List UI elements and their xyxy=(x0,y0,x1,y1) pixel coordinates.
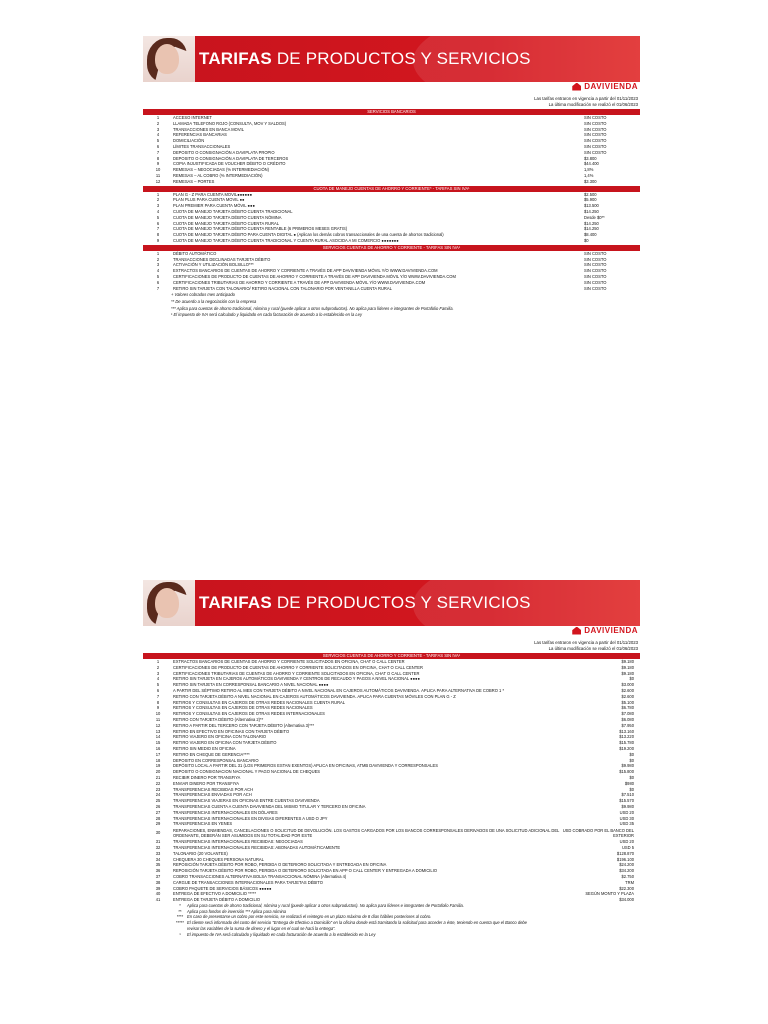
row-value: $0 xyxy=(629,751,634,757)
house-icon xyxy=(572,627,581,635)
row-number: 20 xyxy=(155,769,161,775)
row-value: TRM xyxy=(625,879,634,885)
row-description: REPARACIONES, ENMIENDAS, CANCELACIONES O SOLICITUD DE DEVOLUCIÓN. LOS GASTOS CARGADOS POR LOS BANCOS CORRESPONSALES DERIVADOS DE UNA SOLICITUD ADICIONAL DEL ORDENANTE, DEBERÁN SER ASUMIDOS EN SU TOTALIDAD POR ESTE xyxy=(173,828,560,839)
row-number: 28 xyxy=(155,815,161,821)
footnote-text: El cliente será informado del costo del servicio "Entrega de Efectivo a Domicilio" en la oficina donde está tramitando la solicitud para acceder a éste, teniendo en cuenta que el Banco debe xyxy=(187,920,527,926)
row-description: A PARTIR DEL SÉPTIMO RETIRO AL MES CON TARJETA DÉBITO A NIVEL NACIONAL EN CAJEROS AUTOMÁTICOS DAVIVIENDA. APLICA PARA ALTERNATIVA DE COBRO 1 * xyxy=(173,688,505,694)
davivienda-logo: DAVIVIENDA xyxy=(572,626,638,635)
row-description: TRANSACCIONES EN BANCA MOVIL xyxy=(173,126,244,132)
row-value: SIN COSTO xyxy=(584,279,607,285)
footnote-mark: ¹ xyxy=(179,931,181,937)
row-number: 4 xyxy=(156,676,160,682)
row-number: 9 xyxy=(156,705,160,711)
row-value: $9.980 xyxy=(621,763,634,769)
row-number: 9 xyxy=(156,161,160,167)
row-number: 14 xyxy=(155,734,161,740)
row-value: $9.980 xyxy=(621,803,634,809)
row-number: 30 xyxy=(155,830,161,836)
row-value: $3.800 xyxy=(584,155,597,161)
row-value: USD 20 xyxy=(619,809,634,815)
footnote: ¹ El impuesto de IVA será calculado y liquidado en cada facturación de acuerdo a lo establecido en la Ley xyxy=(171,312,363,318)
row-description: PLAN PREMIER PARA CUENTA MÓVIL ●●● xyxy=(173,203,255,209)
row-value: $2.600 xyxy=(621,693,634,699)
row-description: CERTIFICACIONES DE PRODUCTO DE CUENTAS DE AHORRO Y CORRIENTE A TRAVÉS DE APP DAVIVIENDA MÓVIL Y/O WWW.DAVIVIENDA.COM xyxy=(173,273,456,279)
row-description: RETIRO EN CHEQUE DE GERENCIA**** xyxy=(173,751,250,757)
row-number: 7 xyxy=(156,149,160,155)
row-description: CUOTA DE MANEJO TARJETA DÉBITO CUENTA NÓMINA xyxy=(173,214,282,220)
row-number: 10 xyxy=(155,167,161,173)
row-description: ACCESO INTERNET xyxy=(173,115,212,121)
row-description: TRANSFERENCIAS ENVIADAS POR ACH xyxy=(173,792,252,798)
row-number: 21 xyxy=(155,774,161,780)
row-description: ENTREGA DE TARJETA DÉBITO A DOMICILIO xyxy=(173,897,261,903)
row-number: 5 xyxy=(156,273,160,279)
footnote-text: revisar las variables de la suma de dinero y el lugar en el cual se hará la entrega". xyxy=(187,926,336,932)
row-value: $6.780 xyxy=(621,705,634,711)
row-description: LÍMITES TRANSACCIONALES xyxy=(173,144,231,150)
row-value: SIN COSTO xyxy=(584,268,607,274)
row-description: RETIROS Y CONSULTAS EN CAJEROS DE OTRAS REDES NACIONALES CUENTA RURAL xyxy=(173,699,346,705)
page-title: TARIFAS DE PRODUCTOS Y SERVICIOS xyxy=(199,49,531,68)
row-value: $24.200 xyxy=(619,862,634,868)
row-number: 2 xyxy=(156,120,160,126)
row-number: 31 xyxy=(155,839,161,845)
row-number: 2 xyxy=(156,664,160,670)
row-number: 8 xyxy=(156,232,160,238)
row-value: $0 xyxy=(584,237,589,243)
row-value: $6.080 xyxy=(621,717,634,723)
row-description: CERTIFICACIONES TRIBUTARIAS DE AHORRO Y CORRIENTE A TRAVÉS DE APP DAVIVIENDA MÓVIL Y/O WWW.DAVIVIENDA.COM xyxy=(173,279,426,285)
row-value: $980 xyxy=(624,780,634,786)
row-number: 37 xyxy=(155,873,161,879)
row-number: 4 xyxy=(156,268,160,274)
row-value: $8.400 xyxy=(584,232,597,238)
footnotes xyxy=(143,292,640,318)
row-value: 1,8% xyxy=(584,167,594,173)
row-description: ENVIAR DINERO POR TRANSFIYA xyxy=(173,780,240,786)
fee-sheet-1 xyxy=(143,36,640,319)
row-description: DÉBITO AUTOMÁTICO xyxy=(173,250,217,256)
row-description: CUOTA DE MANEJO TARJETA DÉBITO CUENTA TRADICIONAL Y CUENTA RURAL ASOCIDA A MI COMERCIO ●●●●●●● xyxy=(173,237,399,243)
row-value: $196.100 xyxy=(616,856,634,862)
row-number: 11 xyxy=(155,173,161,179)
row-description: TRANSFERENCIAS CUENTA A CUENTA DAVIVIENDA DEL MISMO TITULAR Y TERCERO EN OFICINA xyxy=(173,803,366,809)
row-number: 5 xyxy=(156,214,160,220)
row-value: $128.870 xyxy=(616,850,634,856)
fee-table xyxy=(143,251,640,292)
row-number: 17 xyxy=(155,751,161,757)
row-description: DEPOSITO O CONSIGNACIÓN A DAVIPLATA DE TERCEROS xyxy=(173,155,289,161)
table-row xyxy=(143,179,640,185)
row-description: CHEQUERA 30 CHEQUES PERSONA NATURAL xyxy=(173,856,264,862)
footnote-mark: ** xyxy=(178,908,182,914)
row-value: $44.400 xyxy=(584,161,599,167)
row-number: 6 xyxy=(156,688,160,694)
row-value: USD 20 xyxy=(619,839,634,845)
row-value: $3.000 xyxy=(621,682,634,688)
row-description: REFERENCIAS BANCARIAS xyxy=(173,132,227,138)
row-value: $19.200 xyxy=(619,746,634,751)
row-value: $7.950 xyxy=(621,722,634,728)
row-description: CUOTA DE MANEJO TARJETA DÉBITO PARA CUENTA DIGITAL ● (Aplican los demás cobros transaccionales de una cuenta de ahorros tradicional) xyxy=(173,232,444,238)
validity-notes: Las tarifas entraron en vigencia a partir del 01/11/2023 La última modificación se realizó el 01/06/2023 xyxy=(534,96,638,107)
row-value: 1,4% xyxy=(584,173,594,179)
section-header: CUOTA DE MANEJO CUENTAS DE AHORRO Y CORRIENTE* - TARIFAS SIN IVA¹ xyxy=(143,186,640,192)
row-description: TRANSFERENCIAS VIAJERAS EN OFICINAS ENTRE CUENTAS DAVIVIENDA xyxy=(173,798,320,804)
row-description: DOMICILIACIÓN xyxy=(173,138,205,144)
section-header: SERVICIOS BANCARIOS xyxy=(143,109,640,115)
row-number: 5 xyxy=(156,682,160,688)
banner-photo xyxy=(143,580,195,626)
row-number: 8 xyxy=(156,699,160,705)
row-value: SIN COSTO xyxy=(584,262,607,268)
row-number: 6 xyxy=(156,279,160,285)
row-value: SIN COSTO xyxy=(584,138,607,144)
row-description: TRANSFERENCIAS INTERNACIONALES RECIBIDAS: ABONADAS AUTOMÁTICAMENTE xyxy=(173,844,341,850)
row-description: CUOTA DE MANEJO TARJETA DÉBITO CUENTA TRADICIONAL xyxy=(173,209,293,214)
row-value: $0 xyxy=(629,676,634,682)
section-header: SERVICIOS CUENTAS DE AHORRO Y CORRIENTE - TARIFAS SIN IVA¹ xyxy=(143,245,640,251)
row-value: $14.250 xyxy=(584,209,599,214)
row-description: RETIRO SIN MEDIO EN OFICINA xyxy=(173,746,236,751)
row-description: PLAN PLUS PARA CUENTA MOVIL ●● xyxy=(173,197,245,203)
row-number: 29 xyxy=(155,821,161,827)
row-description: EXTRACTOS BANCARIOS DE CUENTAS DE AHORRO Y CORRIENTE SOLICITADOS EN OFICINA, CHAT O CALL CENTER xyxy=(173,659,405,665)
row-number: 3 xyxy=(156,203,160,209)
row-description: CERTIFICACIONES DE PRODUCTO DE CUENTAS DE AHORRO Y CORRIENTE SOLICITADOS EN OFICINA, CHAT O CALL CENTER xyxy=(173,664,423,670)
row-value: USD COBRADO POR EL BANCO DEL EXTERIOR xyxy=(562,828,634,839)
row-number: 38 xyxy=(155,879,161,885)
row-value: SIN COSTO xyxy=(584,285,607,291)
row-value: SEGÚN MONTO Y PLAZA xyxy=(585,891,634,897)
row-number: 1 xyxy=(156,250,160,256)
footnote-mark: **** xyxy=(176,914,184,920)
row-value: $7.510 xyxy=(621,792,634,798)
row-description: LLAMADA TELEFONO ROJO (CONSULTA, MOV Y SALDOS) xyxy=(173,120,287,126)
row-description: RETIROS Y CONSULTAS EN CAJEROS DE OTRAS REDES INTERNACIONALES xyxy=(173,711,325,717)
footnote xyxy=(143,932,640,938)
row-value: $7.080 xyxy=(621,711,634,717)
footnote-mark: * xyxy=(179,902,181,908)
footnote-mark: ***** xyxy=(176,920,184,926)
row-number: 3 xyxy=(156,262,160,268)
footnote: ** De acuerdo a la negociación con la empresa xyxy=(171,298,257,304)
row-number: 19 xyxy=(155,763,161,769)
row-number: 1 xyxy=(156,115,160,121)
row-value: $9.180 xyxy=(621,670,634,676)
footnote-text: Aplica para fondos de inversión *** Aplica para nómina xyxy=(187,908,287,914)
fee-table xyxy=(143,115,640,185)
row-number: 41 xyxy=(155,897,161,903)
table-row xyxy=(143,286,640,292)
row-value: $13.160 xyxy=(619,728,634,734)
row-description: RETIRO VIAJERO EN OFICINA CON TALONARIO xyxy=(173,734,267,740)
row-value: $9.180 xyxy=(621,659,634,665)
row-value: $0 xyxy=(629,786,634,792)
row-number: 34 xyxy=(155,856,161,862)
row-description: RETIRO EN EFECTIVO EN OFICINAS CON TARJETA DÉBITO xyxy=(173,728,290,734)
row-description: TRANSACCIONES DECLINADAS TARJETA DÉBITO xyxy=(173,256,271,262)
row-number: 7 xyxy=(156,226,160,232)
row-value: $2.750 xyxy=(621,873,634,879)
row-description: RECIBIR DINERO POR TRANSFIYA xyxy=(173,774,241,780)
row-value: Desde $0** xyxy=(584,214,605,220)
row-value: SIN COSTO xyxy=(584,250,607,256)
footnote: *** Aplica para cuentas de ahorro tradicional, nómina y rural (puede aplicar a otros subproductos). No aplica para líderes e integrantes de Portafolio Familia. xyxy=(171,305,454,311)
row-number: 8 xyxy=(156,155,160,161)
row-value: $34.000 xyxy=(619,897,634,903)
row-number: 12 xyxy=(155,178,161,184)
row-description: RETIROS Y CONSULTAS EN CAJEROS DE OTRAS REDES NACIONALES xyxy=(173,705,313,711)
table-row xyxy=(143,238,640,244)
row-number: 15 xyxy=(155,740,161,746)
row-value: SIN COSTO xyxy=(584,132,607,138)
row-number: 32 xyxy=(155,844,161,850)
row-value: $13.500 xyxy=(584,203,599,209)
row-description: REMESAS – AL COBRO (% INTERMEDIACIÓN) xyxy=(173,173,263,179)
row-value: $5.100 xyxy=(621,699,634,705)
row-description: TRANSFERENCIAS RECIBIDAS POR ACH xyxy=(173,786,254,792)
row-description: REPOSICIÓN TARJETA DÉBITO POR ROBO, PERDIDA O DETERIORO SOLICITADA Y ENTREGADA EN OFICINA xyxy=(173,862,387,868)
footnote-text: En caso de presentarse un cobro por este servicio, se realizará el reintegro en un plazo máximo de 8 días hábiles posteriores al cobro. xyxy=(187,914,432,920)
row-description: COBRO PAQUETE DE SERVICIOS BÁSICOS ●●●●● xyxy=(173,885,272,891)
fee-sections xyxy=(143,109,640,291)
row-value: $14.250 xyxy=(584,226,599,232)
row-description: TRANSFERENCIAS INTERNACIONALES EN DÓLARES xyxy=(173,809,278,815)
house-icon xyxy=(572,83,581,91)
row-value: $5.900 xyxy=(584,197,597,203)
row-description: REPOSICIÓN TARJETA DÉBITO POR ROBO, PERDIDA O DETERIORO SOLICITADA EN APP O CALL CENTER Y ENTREGADA A DOMICILIO xyxy=(173,868,438,874)
row-number: 39 xyxy=(155,885,161,891)
row-number: 1 xyxy=(156,191,160,197)
footnote-text: Aplica para cuentas de ahorro tradicional, nómina y rural (puede aplicar a otros subproductos). No aplica para líderes e integrantes de Portafolio Familia. xyxy=(187,902,464,908)
fee-table xyxy=(143,192,640,244)
row-number: 9 xyxy=(156,237,160,243)
row-description: RETIRO CON TARJETA DÉBITO A NIVEL NACIONAL EN CAJEROS AUTOMÁTICOS DAVIVIENDA. APLICA PARA CUENTAS MÓVILES CON PLAN G - Z xyxy=(173,693,456,699)
section-header: SERVICIOS CUENTAS DE AHORRO Y CORRIENTE - TARIFAS SIN IVA¹ xyxy=(143,653,640,659)
footnote-text: El impuesto de IVA será calculado y liquidado en cada facturación de acuerdo a lo establecido en la Ley xyxy=(187,931,376,937)
row-value: USD 35 xyxy=(619,821,634,827)
row-description: PLAN G - Z PARA CUENTA MOVIL●●●●●● xyxy=(173,191,253,197)
row-number: 36 xyxy=(155,868,161,874)
row-description: CARGUE DE TRANSACCIONES INTERNACIONALES PARA TARJETAS DÉBITO xyxy=(173,879,323,885)
row-description: DEPÓSITO LOCAL A PARTIR DEL 31 (LOS PRIMEROS ESTAN EXENTOS) APLICA EN OFICINAS, ATMB DAVIVIENDA Y CORRESPONSALES xyxy=(173,763,438,769)
row-description: CERTIFICACIONES TRIBUTARIAS DE CUENTAS DE AHORRO Y CORRIENTE SOLICITADOS EN OFICINA, CHAT O CALL CENTER xyxy=(173,670,420,676)
row-description: EXTRACTOS BANCARIOS DE CUENTAS DE AHORRO Y CORRIENTE A TRAVÉS DE APP DAVIVIENDA MÓVIL Y/O WWW.DAVIVIENDA.COM xyxy=(173,268,438,274)
row-number: 10 xyxy=(155,711,161,717)
row-value: $2.600 xyxy=(621,688,634,694)
row-value: SIN COSTO xyxy=(584,120,607,126)
row-number: 33 xyxy=(155,850,161,856)
row-number: 3 xyxy=(156,670,160,676)
banner-photo xyxy=(143,36,195,82)
row-value: SIN COSTO xyxy=(584,144,607,150)
row-value: $0 xyxy=(629,757,634,763)
row-number: 27 xyxy=(155,809,161,815)
row-number: 16 xyxy=(155,746,161,751)
table-row xyxy=(143,827,640,839)
row-number: 22 xyxy=(155,780,161,786)
row-description: REMESAS – PORTES xyxy=(173,178,215,184)
row-number: 6 xyxy=(156,144,160,150)
row-number: 6 xyxy=(156,220,160,226)
row-description: RETIRO VIAJERO EN OFICINA CON TARJETA DÉBITO xyxy=(173,740,277,746)
footnotes xyxy=(143,903,640,938)
row-description: ACTIVACIÓN Y UTILIZACIÓN BOLSILLO*** xyxy=(173,262,254,268)
row-number: 11 xyxy=(155,717,161,723)
page-title: TARIFAS DE PRODUCTOS Y SERVICIOS xyxy=(199,593,531,612)
row-description: REMESAS – NEGOCIADAS (% INTERMEDIACIÓN) xyxy=(173,167,269,173)
validity-notes: Las tarifas entraron en vigencia a partir del 01/11/2023 La última modificación se realizó el 01/06/2023 xyxy=(534,640,638,651)
row-number: 18 xyxy=(155,757,161,763)
row-description: RETIRO A PARTIR DEL TERCERO CON TARJETA DÉBITO (Alternativa 3)*** xyxy=(173,722,315,728)
row-description: ENTREGA DE EFECTIVO A DOMICILIO ***** xyxy=(173,891,257,897)
header-banner xyxy=(143,36,640,82)
fee-sheet-2 xyxy=(143,580,640,938)
row-value: USD 30 xyxy=(619,815,634,821)
fee-table xyxy=(143,659,640,903)
row-number: 25 xyxy=(155,798,161,804)
row-description: TRANSFERENCIAS INTERNACIONALES RECIBIDAS: NEGOCIADAS xyxy=(173,839,303,845)
row-value: SIN COSTO xyxy=(584,149,607,155)
row-number: 35 xyxy=(155,862,161,868)
row-value: $0 xyxy=(629,774,634,780)
row-value: SIN COSTO xyxy=(584,126,607,132)
row-value: $15.800 xyxy=(619,769,634,775)
row-value: $15.570 xyxy=(619,798,634,804)
row-number: 4 xyxy=(156,209,160,214)
row-description: COBRO TRANSACCIONES ALTERNATIVA BOLSA TRANSACCIONAL NÓMINA (Alternativa 4) xyxy=(173,873,347,879)
row-value: SIN COSTO xyxy=(584,273,607,279)
row-number: 4 xyxy=(156,132,160,138)
row-number: 5 xyxy=(156,138,160,144)
row-number: 40 xyxy=(155,891,161,897)
row-value: $14.250 xyxy=(584,220,599,226)
row-number: 23 xyxy=(155,786,161,792)
row-value: SIN COSTO xyxy=(584,115,607,121)
row-value: $2.500 xyxy=(584,191,597,197)
row-number: 2 xyxy=(156,256,160,262)
row-number: 12 xyxy=(155,722,161,728)
row-value: $15.780 xyxy=(619,740,634,746)
row-value: $34.200 xyxy=(619,868,634,874)
row-value: $3.300 xyxy=(584,178,597,184)
row-description: DEPOSITO O CONSIGNACION NACIONAL Y PAGO NACIONAL DE CHEQUES xyxy=(173,769,321,775)
row-description: DEPOSITO EN CORRESPONSAL BANCARIO xyxy=(173,757,259,763)
row-number: 26 xyxy=(155,803,161,809)
row-description: RETIRO CON TARJETA DÉBITO (Alternativa 2)** xyxy=(173,717,264,723)
row-value: $22.300 xyxy=(619,885,634,891)
row-description: CUOTA DE MANEJO TARJETA DÉBITO CUENTA RURAL xyxy=(173,220,279,226)
row-description: RETIRO SIN TARJETA EN CORRESPONSAL BANCARIO A NIVEL NACIONAL ●●●● xyxy=(173,682,329,688)
row-number: 1 xyxy=(156,659,160,665)
row-number: 13 xyxy=(155,728,161,734)
row-description: TRANSFERENCIAS INTERNACIONALES EN DIVISAS DIFERENTES A USD O JPY xyxy=(173,815,328,821)
row-description: RETIRO SIN TARJETA CON TALONARIO/ RETIRO NACIONAL CON TALONARIO POR VENTANILLA CUENTA RURAL xyxy=(173,285,392,291)
row-number: 2 xyxy=(156,197,160,203)
row-description: TRANSFERENCIAS EN YENES xyxy=(173,821,233,827)
row-description: COPIA INJUSTIFICADA DE VOUCHER DÉBITO O CRÉDITO xyxy=(173,161,286,167)
row-number: 24 xyxy=(155,792,161,798)
row-value: USD 5 xyxy=(621,844,634,850)
row-number: 7 xyxy=(156,285,160,291)
row-number: 3 xyxy=(156,126,160,132)
row-description: CUOTA DE MANEJO TARJETA DÉBITO CUENTA RENTABLE (6 PRIMEROS MESES GRATIS) xyxy=(173,226,348,232)
row-value: SIN COSTO xyxy=(584,256,607,262)
row-number: 7 xyxy=(156,693,160,699)
row-description: RETIRO SIN TARJETA EN CAJEROS AUTOMÁTICOS DAVIVIENDA Y CENTROS DE RECAUDO Y PAGOS A NIVEL NACIONAL ●●●● xyxy=(173,676,421,682)
footnote: + Valores cobrados mes anticipado xyxy=(171,292,235,298)
header-banner xyxy=(143,580,640,626)
davivienda-logo: DAVIVIENDA xyxy=(572,82,638,91)
row-value: $9.180 xyxy=(621,664,634,670)
row-description: TALONARIO (20 VOLANTES) xyxy=(173,850,228,856)
row-description: DEPOSITO O CONSIGNACIÓN A DAVIPLATA PROPIO xyxy=(173,149,275,155)
row-value: $13.220 xyxy=(619,734,634,740)
